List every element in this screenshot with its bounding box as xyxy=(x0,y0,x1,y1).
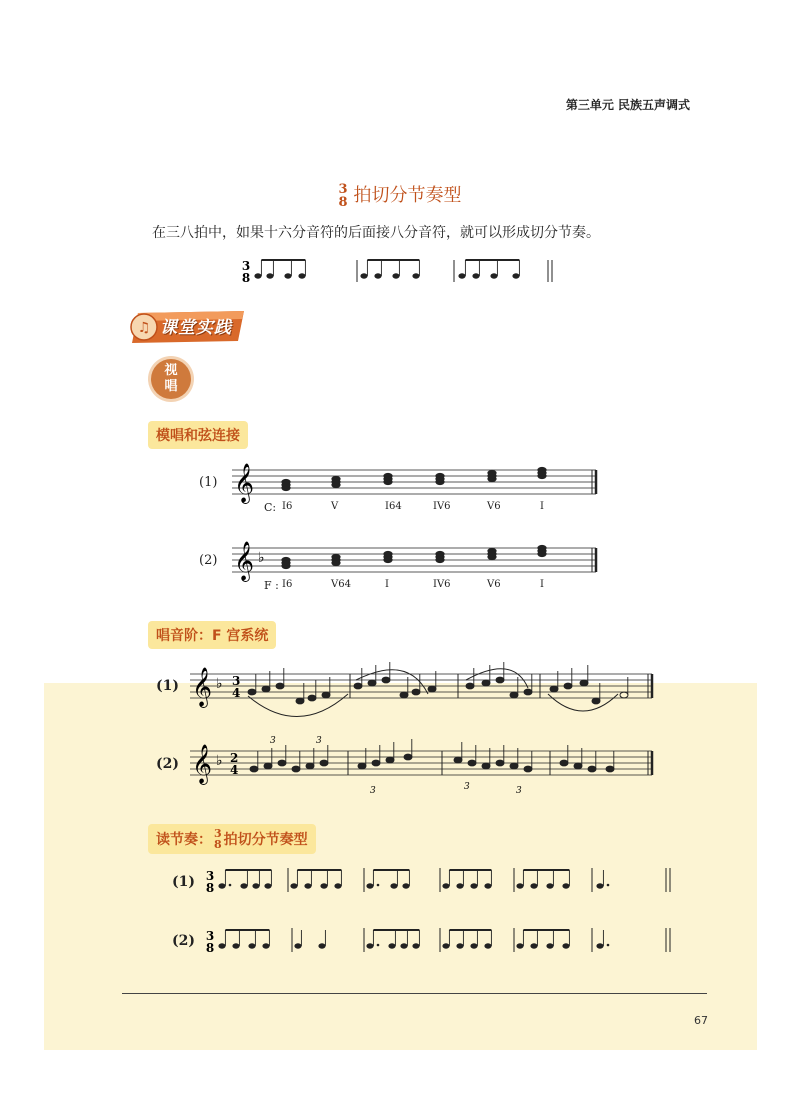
notehead xyxy=(382,677,390,683)
chord-notes xyxy=(281,467,546,491)
notehead xyxy=(524,689,532,695)
notehead xyxy=(320,760,328,766)
treble-clef-icon: 𝄞 xyxy=(192,667,213,707)
rhythm-notehead xyxy=(390,883,397,888)
treble-clef-icon: 𝄞 xyxy=(234,463,255,503)
roman-numeral: I xyxy=(385,579,389,590)
svg-text:♫: ♫ xyxy=(137,320,151,336)
notehead xyxy=(264,763,272,769)
scale-ex2-number: (2) xyxy=(156,756,179,772)
rhythm-notehead xyxy=(374,273,381,278)
scale-ex2-time-bottom: 4 xyxy=(230,763,239,777)
chord-notehead xyxy=(537,467,546,473)
roman-numeral: I xyxy=(540,501,544,512)
notehead xyxy=(400,692,408,698)
notehead xyxy=(292,766,300,772)
intro-rhythm-notation xyxy=(240,252,570,288)
notehead xyxy=(482,763,490,769)
rhythm-title-time-signature: 3 8 xyxy=(214,827,222,851)
chord-notehead xyxy=(331,476,340,482)
notehead xyxy=(620,692,628,698)
rhythm-notehead xyxy=(248,943,255,948)
notehead xyxy=(308,695,316,701)
rhythm-notehead xyxy=(218,883,225,888)
rhythm-notehead xyxy=(512,273,519,278)
roman-numeral: I64 xyxy=(385,501,402,512)
rhythm-notehead xyxy=(232,943,239,948)
notehead xyxy=(588,766,596,772)
triplet-label: 3 xyxy=(464,782,470,792)
rhythm-notehead xyxy=(546,883,553,888)
sight-singing-badge: 视 唱 xyxy=(151,359,191,399)
notehead xyxy=(496,677,504,683)
notehead xyxy=(306,763,314,769)
scale-ex1-time-bottom: 4 xyxy=(232,686,241,700)
rhythm-ex1-number: (1) xyxy=(172,874,195,890)
notehead xyxy=(606,766,614,772)
footer-rule xyxy=(122,993,707,994)
rhythm-notes xyxy=(218,868,670,892)
rhythm-notehead xyxy=(472,273,479,278)
practice-banner-text: 课堂实践 xyxy=(160,318,232,338)
notehead xyxy=(510,692,518,698)
rhythm-notehead xyxy=(240,883,247,888)
notehead xyxy=(580,680,588,686)
notehead xyxy=(248,689,256,695)
rhythm-notehead xyxy=(304,883,311,888)
augmentation-dot xyxy=(229,884,232,887)
rhythm-notes xyxy=(218,928,670,952)
scale-ex1-number: (1) xyxy=(156,678,179,694)
rhythm-notehead xyxy=(484,943,491,948)
notehead xyxy=(250,766,258,772)
notehead xyxy=(358,763,366,769)
augmentation-dot xyxy=(607,884,610,887)
triplet-label: 3 xyxy=(270,736,276,746)
chord-ex1-romans xyxy=(0,501,800,521)
chord-notehead xyxy=(331,554,340,560)
scale-staff-1 xyxy=(188,658,658,718)
rhythm-notehead xyxy=(596,943,603,948)
notehead xyxy=(372,760,380,766)
roman-numeral: IV6 xyxy=(433,579,451,590)
rhythm-notehead xyxy=(470,943,477,948)
slur xyxy=(248,694,348,717)
notehead xyxy=(574,763,582,769)
chord-notehead xyxy=(383,473,392,479)
title-time-signature: 3 8 xyxy=(338,182,348,210)
augmentation-dot xyxy=(377,944,380,947)
notehead xyxy=(296,698,304,704)
flat-icon: ♭ xyxy=(258,550,265,566)
notehead xyxy=(524,766,532,772)
notehead xyxy=(354,683,362,689)
rhythm-notehead xyxy=(458,273,465,278)
rhythm-notehead xyxy=(262,943,269,948)
rhythm-notehead xyxy=(320,883,327,888)
triplet-label: 3 xyxy=(516,786,522,796)
notehead xyxy=(564,683,572,689)
rhythm-notehead xyxy=(562,943,569,948)
notehead xyxy=(560,760,568,766)
chord-section-label: 模唱和弦连接 xyxy=(148,421,248,449)
chord-notehead xyxy=(435,551,444,557)
roman-numeral: V64 xyxy=(331,579,351,590)
rhythm-notehead xyxy=(530,943,537,948)
flat-icon: ♭ xyxy=(216,676,223,692)
chord-ex1-number: (1) xyxy=(199,475,218,490)
rhythm-ex1-time-top: 3 xyxy=(205,869,215,883)
running-head: 第三单元 民族五声调式 xyxy=(565,98,690,112)
chord-ex2-key: F : xyxy=(264,579,279,592)
rhythm-notehead xyxy=(334,883,341,888)
notehead xyxy=(466,683,474,689)
notehead xyxy=(510,763,518,769)
rhythm-notehead xyxy=(442,883,449,888)
notehead xyxy=(428,686,436,692)
rhythm-notehead xyxy=(360,273,367,278)
roman-numeral: I6 xyxy=(282,579,293,590)
page-number: 67 xyxy=(694,1014,708,1027)
chord-notehead xyxy=(281,479,290,485)
chord-notehead xyxy=(487,548,496,554)
intro-paragraph: 在三八拍中，如果十六分音符的后面接八分音符，就可以形成切分节奏。 xyxy=(152,225,600,241)
rhythm-notehead xyxy=(470,883,477,888)
rhythm-notehead xyxy=(516,883,523,888)
roman-numeral: V6 xyxy=(487,501,501,512)
rhythm-notehead xyxy=(254,273,261,278)
notehead xyxy=(454,757,462,763)
rhythm-notehead xyxy=(400,943,407,948)
rhythm-ex1-notation xyxy=(204,862,674,898)
roman-numeral: IV6 xyxy=(433,501,451,512)
chord-notehead xyxy=(487,470,496,476)
rhythm-notehead xyxy=(442,943,449,948)
rhythm-notehead xyxy=(392,273,399,278)
rhythm-notehead xyxy=(298,273,305,278)
intro-rhythm-time-bottom: 8 xyxy=(241,271,251,285)
rhythm-notehead xyxy=(264,883,271,888)
rhythm-notehead xyxy=(516,943,523,948)
rhythm-notehead xyxy=(562,883,569,888)
rhythm-notehead xyxy=(252,883,259,888)
rhythm-notehead xyxy=(284,273,291,278)
rhythm-notehead xyxy=(290,883,297,888)
roman-numeral: I6 xyxy=(282,501,293,512)
scale-notes xyxy=(250,739,614,772)
rhythm-notehead xyxy=(318,943,325,948)
rhythm-notehead xyxy=(402,883,409,888)
treble-clef-icon: 𝄞 xyxy=(234,541,255,581)
notehead xyxy=(386,757,394,763)
rhythm-notehead xyxy=(530,883,537,888)
chord-notehead xyxy=(383,551,392,557)
augmentation-dot xyxy=(607,944,610,947)
roman-numeral: V6 xyxy=(487,579,501,590)
chord-notes xyxy=(281,545,546,569)
rhythm-ex2-number: (2) xyxy=(172,933,195,949)
chord-ex2-romans xyxy=(0,579,800,599)
rhythm-notehead xyxy=(596,883,603,888)
rhythm-ex1-time-bottom: 8 xyxy=(205,881,215,895)
triplet-label: 3 xyxy=(370,786,376,796)
chord-notehead xyxy=(435,473,444,479)
intro-rhythm-notes xyxy=(254,260,519,279)
rhythm-notehead xyxy=(490,273,497,278)
chord-notehead xyxy=(537,545,546,551)
notehead xyxy=(404,754,412,760)
flat-icon: ♭ xyxy=(216,753,223,769)
rhythm-notehead xyxy=(484,883,491,888)
rhythm-notehead xyxy=(456,883,463,888)
chord-ex2-number: (2) xyxy=(199,553,218,568)
notehead xyxy=(368,680,376,686)
section-title xyxy=(0,181,800,209)
notehead xyxy=(262,686,270,692)
rhythm-notehead xyxy=(218,943,225,948)
section-title-text: 拍切分节奏型 xyxy=(353,185,462,206)
rhythm-ex2-notation xyxy=(204,922,674,958)
triplet-label: 3 xyxy=(316,736,322,746)
notehead xyxy=(482,680,490,686)
staff-lines xyxy=(190,751,652,775)
rhythm-notehead xyxy=(412,943,419,948)
roman-numeral: I xyxy=(540,579,544,590)
notehead xyxy=(276,683,284,689)
scale-ex1-time-top: 3 xyxy=(232,674,241,688)
augmentation-dot xyxy=(377,884,380,887)
intro-rhythm-time-top: 3 xyxy=(241,259,251,273)
rhythm-ex2-time-top: 3 xyxy=(205,929,215,943)
notehead xyxy=(550,686,558,692)
rhythm-section-label: 读节奏： 3 8 拍切分节奏型 xyxy=(148,824,316,854)
rhythm-ex2-time-bottom: 8 xyxy=(205,941,215,955)
treble-clef-icon: 𝄞 xyxy=(192,744,213,784)
rhythm-notehead xyxy=(546,943,553,948)
chord-ex1-key: C: xyxy=(264,501,277,514)
notehead xyxy=(322,692,330,698)
rhythm-notehead xyxy=(366,883,373,888)
scale-staff-2 xyxy=(188,733,658,799)
notehead xyxy=(592,698,600,704)
notehead xyxy=(412,689,420,695)
scale-section-label: 唱音阶：F 宫系统 xyxy=(148,621,276,649)
scale-ex2-time-top: 2 xyxy=(230,751,239,765)
notehead xyxy=(278,760,286,766)
chord-notehead xyxy=(281,557,290,563)
slur xyxy=(548,694,618,711)
rhythm-notehead xyxy=(366,943,373,948)
rhythm-notehead xyxy=(388,943,395,948)
rhythm-notehead xyxy=(456,943,463,948)
notehead xyxy=(496,760,504,766)
rhythm-notehead xyxy=(266,273,273,278)
rhythm-notehead xyxy=(294,943,301,948)
notehead xyxy=(468,760,476,766)
roman-numeral: V xyxy=(331,501,339,512)
rhythm-notehead xyxy=(412,273,419,278)
